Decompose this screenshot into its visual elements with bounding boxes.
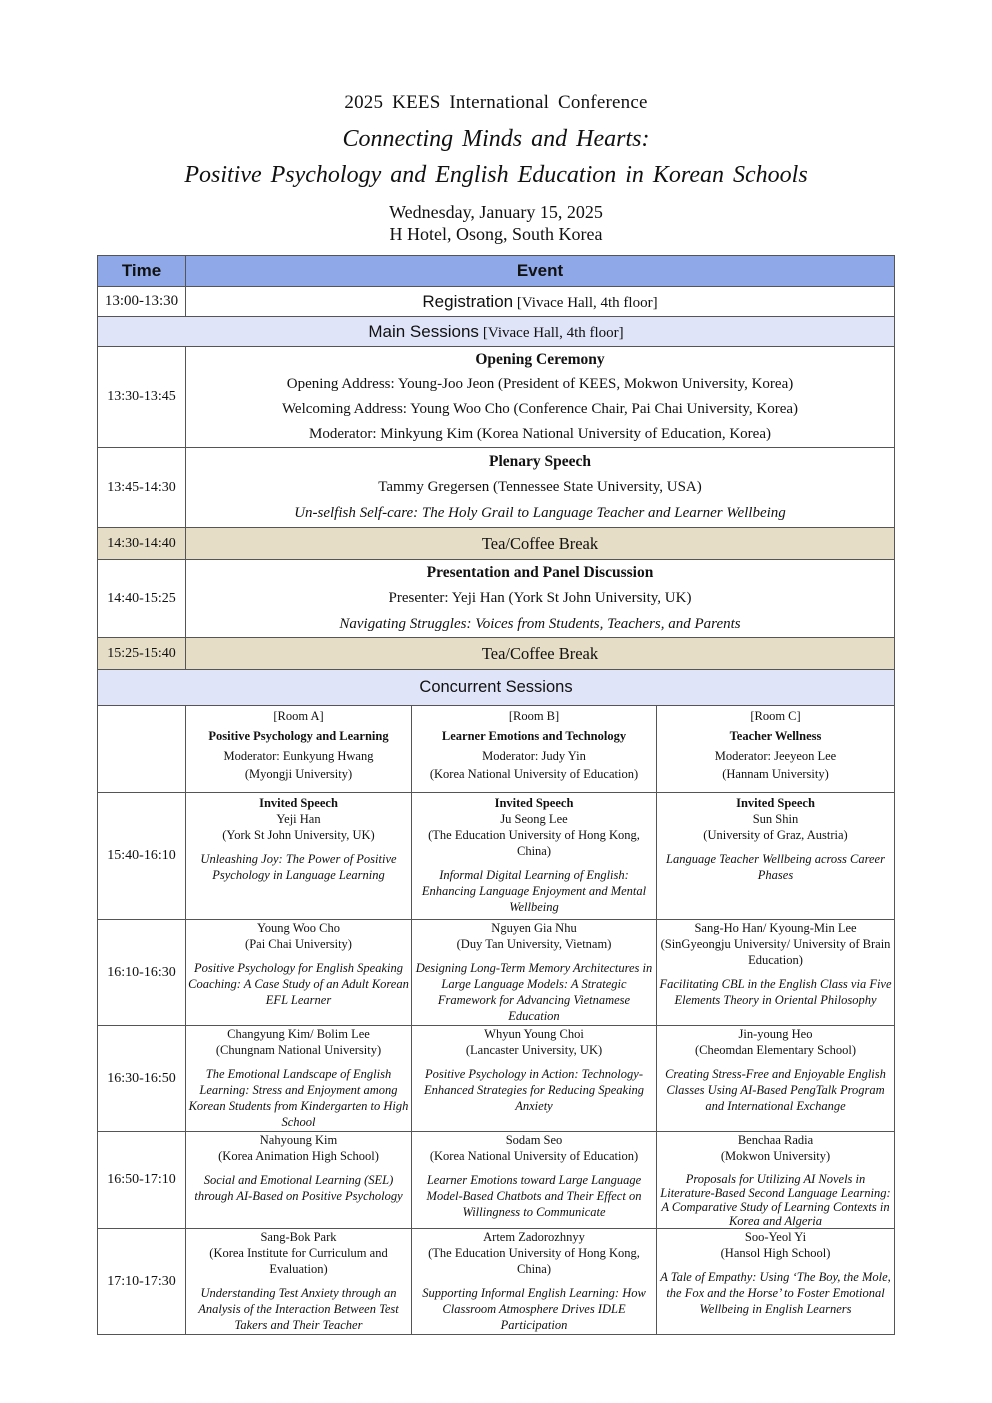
session-cell-room-a: [186, 1229, 412, 1335]
time-column-header: Time: [98, 256, 186, 287]
invited-speech-label: Invited Speech: [494, 796, 574, 810]
talk-title: The Emotional Landscape of English Learning: Stress and Enjoyment among Korean Students from Kindergarten to High School: [188, 1067, 409, 1129]
concurrent-sessions-label: Concurrent Sessions: [98, 670, 895, 706]
presenter-affiliation: (Hansol High School): [720, 1246, 831, 1260]
talk-title: Positive Psychology in Action: Technology-Enhanced Strategies for Reducing Speaking Anxiety: [423, 1067, 645, 1113]
talk-title: Creating Stress-Free and Enjoyable English Classes Using AI-Based PengTalk Program and International Exchange: [665, 1067, 886, 1113]
invited-speech-label: Invited Speech: [259, 796, 338, 810]
break2-time: 15:25-15:40: [98, 638, 186, 670]
break1-label: Tea/Coffee Break: [186, 528, 895, 560]
opening-cell: [186, 347, 895, 448]
presenter-name: Soo-Yeol Yi: [744, 1230, 807, 1244]
main-sessions-row: [98, 317, 895, 347]
main-sessions-cell: [98, 317, 895, 347]
plenary-title: Plenary Speech: [488, 453, 592, 470]
room-moderator-affil: (Korea National University of Education): [429, 767, 639, 781]
presenter-affiliation: (Mokwon University): [720, 1149, 831, 1163]
session-cell-room-a: [186, 793, 412, 920]
presenter-name: Ju Seong Lee: [500, 812, 568, 826]
talk-title: A Tale of Empathy: Using ‘The Boy, the Mole, the Fox and the Horse’ to Foster Emotional Wellbeing in English Learners: [660, 1270, 891, 1316]
presenter-name: Sun Shin: [752, 812, 799, 826]
talk-title: Proposals for Utilizing AI Novels in Literature-Based Second Language Learning: A Comparative Study of Learning Contexts in Korea and Algeria: [660, 1172, 891, 1228]
session-cell-room-b: [412, 793, 657, 920]
plenary-speaker: Tammy Gregersen (Tennessee State University, USA): [378, 479, 702, 495]
presenter-name: Sodam Seo: [505, 1133, 563, 1147]
event-date: Wednesday, January 15, 2025: [389, 202, 603, 222]
break-row-2: [98, 638, 895, 670]
talk-title: Informal Digital Learning of English: Enhancing Language Enjoyment and Mental Wellbeing: [421, 868, 647, 914]
session-slot-row: [98, 793, 895, 920]
talk-title: Understanding Test Anxiety through an Analysis of the Interaction Between Test Takers and Their Teacher: [198, 1286, 399, 1332]
room-label: [Room A]: [273, 709, 324, 723]
presenter-name: Nguyen Gia Nhu: [491, 921, 577, 935]
welcoming-address: Welcoming Address: Young Woo Cho (Conference Chair, Pai Chai University, Korea): [281, 401, 799, 417]
presenter-affiliation: (Korea Animation High School): [218, 1149, 379, 1163]
session-cell-room-c: [657, 1026, 895, 1132]
talk-title: Learner Emotions toward Large Language Model-Based Chatbots and Their Effect on Willingness to Communicate: [426, 1173, 642, 1219]
opening-address: Opening Address: Young-Joo Jeon (President of KEES, Mokwon University, Korea): [286, 376, 794, 392]
panel-cell: [186, 560, 895, 638]
room-a: [186, 706, 412, 793]
panel-row: [98, 560, 895, 638]
presenter-affiliation: (Korea Institute for Curriculum and Evaluation): [209, 1246, 388, 1276]
main-sessions-label: Main Sessions: [368, 321, 479, 341]
room-theme: Teacher Wellness: [729, 729, 822, 743]
panel-talk: Navigating Struggles: Voices from Students, Teachers, and Parents: [339, 616, 741, 632]
session-cell-room-b: [412, 1229, 657, 1335]
session-cell-room-c: [657, 920, 895, 1026]
opening-ceremony-row: [98, 347, 895, 448]
session-slot-row: [98, 1132, 895, 1229]
registration-cell: [186, 287, 895, 317]
session-cell-room-c: [657, 1229, 895, 1335]
break-row-1: [98, 528, 895, 560]
presenter-affiliation: (Pai Chai University): [245, 937, 352, 951]
panel-time: 14:40-15:25: [98, 560, 186, 638]
table-header-row: [98, 256, 895, 287]
room-label: [Room C]: [750, 709, 801, 723]
slot-time: 17:10-17:30: [98, 1229, 186, 1335]
plenary-row: [98, 448, 895, 528]
main-sessions-location: [Vivace Hall, 4th floor]: [482, 324, 624, 341]
presenter-affiliation: (The Education University of Hong Kong, China): [428, 828, 640, 858]
talk-title: Supporting Informal English Learning: How Classroom Atmosphere Drives IDLE Participation: [422, 1286, 646, 1332]
plenary-talk: Un-selfish Self-care: The Holy Grail to Language Teacher and Learner Wellbeing: [294, 505, 786, 521]
session-cell-room-c: [657, 1132, 895, 1229]
session-cell-room-a: [186, 1026, 412, 1132]
plenary-time: 13:45-14:30: [98, 448, 186, 528]
presenter-name: Nahyoung Kim: [259, 1133, 338, 1147]
rooms-row: [98, 706, 895, 793]
presenter-name: Whyun Young Choi: [484, 1027, 584, 1041]
program-table: [97, 255, 895, 1335]
presenter-affiliation: (University of Graz, Austria): [703, 828, 848, 842]
opening-title: Opening Ceremony: [475, 351, 605, 368]
registration-location: [Vivace Hall, 4th floor]: [516, 294, 658, 311]
talk-title: Unleashing Joy: The Power of Positive Psychology in Language Learning: [200, 852, 397, 882]
presenter-name: Changyung Kim/ Bolim Lee: [227, 1027, 370, 1041]
talk-title: Positive Psychology for English Speaking Coaching: A Case Study of an Adult Korean EFL Learner: [188, 961, 409, 1007]
presenter-name: Sang-Bok Park: [260, 1230, 337, 1244]
title-line-2: Positive Psychology and English Education in Korean Schools: [184, 162, 808, 188]
slot-time: 16:50-17:10: [98, 1132, 186, 1229]
event-column-header: Event: [186, 256, 895, 287]
rooms-time-blank: [98, 706, 186, 793]
presenter-affiliation: (The Education University of Hong Kong, China): [428, 1246, 640, 1276]
concurrent-sessions-row: [98, 670, 895, 706]
slot-time: 16:10-16:30: [98, 920, 186, 1026]
talk-title: Facilitating CBL in the English Class via Five Elements Theory in Oriental Philosophy: [659, 977, 892, 1007]
talk-title: Designing Long-Term Memory Architectures in Large Language Models: A Strategic Framework for Advancing Vietnamese Education: [415, 961, 653, 1023]
slot-time: 15:40-16:10: [98, 793, 186, 920]
registration-time: 13:00-13:30: [98, 287, 186, 317]
opening-time: 13:30-13:45: [98, 347, 186, 448]
presenter-name: Artem Zadorozhnyy: [483, 1230, 585, 1244]
room-c: [657, 706, 895, 793]
room-moderator-affil: (Hannam University): [722, 767, 829, 781]
session-cell-room-b: [412, 920, 657, 1026]
session-slot-row: [98, 920, 895, 1026]
presenter-name: Young Woo Cho: [257, 921, 340, 935]
room-moderator: Moderator: Eunkyung Hwang: [223, 749, 374, 763]
talk-title: Language Teacher Wellbeing across Career Phases: [666, 852, 885, 882]
room-moderator: Moderator: Jeeyeon Lee: [714, 749, 837, 763]
presenter-affiliation: (Cheomdan Elementary School): [694, 1043, 857, 1057]
room-moderator-affil: (Myongji University): [244, 767, 353, 781]
presenter-affiliation: (SinGyeongju University/ University of Brain Education): [660, 937, 891, 967]
conference-name: 2025 KEES International Conference: [344, 92, 648, 113]
title-line-1: Connecting Minds and Hearts:: [342, 126, 650, 152]
session-cell-room-c: [657, 793, 895, 920]
event-venue: H Hotel, Osong, South Korea: [389, 224, 603, 244]
registration-label: Registration: [422, 291, 514, 311]
presenter-affiliation: (York St John University, UK): [222, 828, 375, 842]
presenter-affiliation: (Duy Tan University, Vietnam): [456, 937, 612, 951]
talk-title: Social and Emotional Learning (SEL) through AI-Based on Positive Psychology: [194, 1173, 403, 1203]
panel-presenter: Presenter: Yeji Han (York St John University, UK): [388, 590, 692, 606]
break2-label: Tea/Coffee Break: [186, 638, 895, 670]
panel-title: Presentation and Panel Discussion: [426, 564, 654, 581]
presenter-name: Yeji Han: [276, 812, 321, 826]
document-header: [0, 92, 992, 246]
plenary-cell: [186, 448, 895, 528]
session-cell-room-a: [186, 920, 412, 1026]
room-theme: Learner Emotions and Technology: [441, 729, 627, 743]
session-slot-row: [98, 1229, 895, 1335]
presenter-name: Jin-young Heo: [738, 1027, 813, 1041]
room-theme: Positive Psychology and Learning: [208, 729, 389, 743]
session-cell-room-b: [412, 1026, 657, 1132]
room-label: [Room B]: [508, 709, 560, 723]
session-cell-room-a: [186, 1132, 412, 1229]
break1-time: 14:30-14:40: [98, 528, 186, 560]
session-cell-room-b: [412, 1132, 657, 1229]
room-moderator: Moderator: Judy Yin: [482, 749, 586, 763]
room-b: [412, 706, 657, 793]
presenter-name: Sang-Ho Han/ Kyoung-Min Lee: [694, 921, 857, 935]
presenter-affiliation: (Chungnam National University): [215, 1043, 382, 1057]
presenter-name: Benchaa Radia: [737, 1133, 814, 1147]
session-slot-row: [98, 1026, 895, 1132]
presenter-affiliation: (Lancaster University, UK): [465, 1043, 603, 1057]
invited-speech-label: Invited Speech: [736, 796, 815, 810]
presenter-affiliation: (Korea National University of Education): [429, 1149, 639, 1163]
opening-moderator: Moderator: Minkyung Kim (Korea National University of Education, Korea): [309, 426, 771, 442]
registration-row: [98, 287, 895, 317]
slot-time: 16:30-16:50: [98, 1026, 186, 1132]
